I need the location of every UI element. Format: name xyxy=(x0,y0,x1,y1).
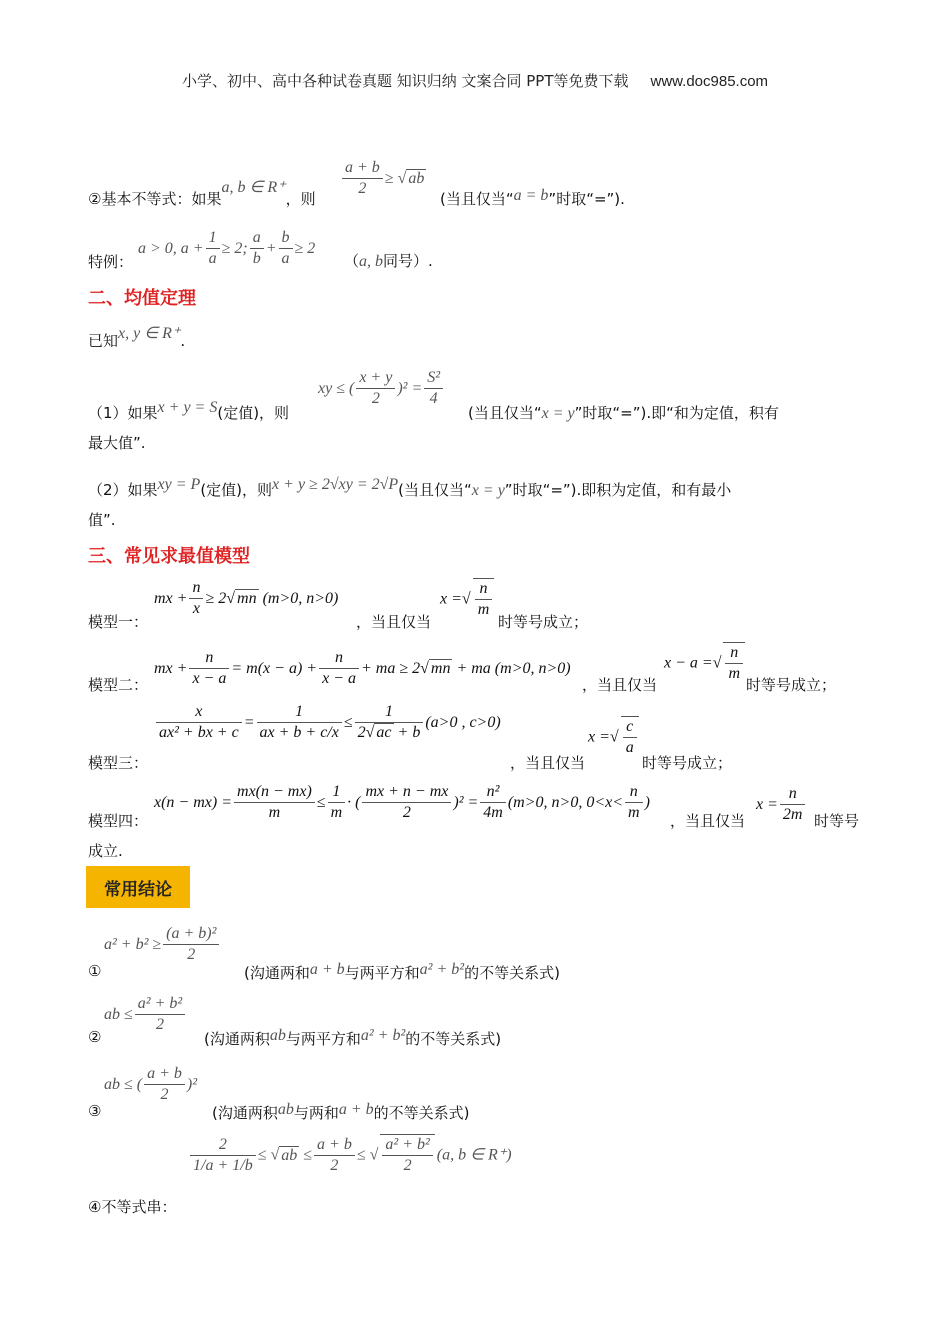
item2-formula: x + y ≥ 2√xy = 2√P xyxy=(272,476,399,493)
basic-cond: a, b ∈ R⁺ xyxy=(221,179,286,196)
c2-note-a: (沟通两积 xyxy=(204,1030,270,1048)
c3-note-a: (沟通两积 xyxy=(212,1104,278,1122)
basic-note-pre: (当且仅当“ xyxy=(440,190,514,208)
c2-num: ② xyxy=(88,1028,102,1046)
item2-line xyxy=(88,476,732,500)
c1-v1: a + b xyxy=(309,961,345,978)
basic-note-eq: a = b xyxy=(513,187,549,204)
basic-note xyxy=(440,188,625,209)
known-cond: x, y ∈ R⁺ xyxy=(118,325,181,342)
c3-line xyxy=(88,1102,101,1120)
item2-eq: x = y xyxy=(471,482,505,499)
model2-formula: mx + $\frac{n}{x - a}$ = m(x − a) + $\frac{n}{x - a}$ + ma ≥ 2√ mn + ma (m>0, n>0) xyxy=(154,649,571,687)
known-pre: 已知 xyxy=(88,332,119,350)
c3-num: ③ xyxy=(88,1102,102,1120)
c3-v2: a + b xyxy=(338,1101,374,1118)
item1-pre: （1）如果 xyxy=(88,404,158,422)
c1-note xyxy=(244,962,560,983)
model2-label: 模型二： xyxy=(88,676,149,694)
model2-end: 时等号成立； xyxy=(746,676,837,694)
c1-v2: a² + b² xyxy=(419,961,465,978)
item2-cont: 值”. xyxy=(88,511,116,529)
model2-tail: ，当且仅当 xyxy=(582,676,658,694)
model3-tail: ，当且仅当 xyxy=(510,754,586,772)
c1-line xyxy=(88,962,101,980)
item1-cont: 最大值”. xyxy=(88,434,146,452)
item1-cond: x + y = S xyxy=(157,399,218,416)
section-title-mean-theorem: 二、均值定理 xyxy=(88,288,196,309)
model1-tail: ，当且仅当 xyxy=(356,613,432,631)
c3-note-c: 的不等关系式) xyxy=(373,1104,470,1122)
basic-note-post: ”时取“=”). xyxy=(548,190,625,208)
c3-formula: ab ≤ ( $\frac{a + b}{2}$ )² xyxy=(104,1065,198,1103)
model1-end: 时等号成立； xyxy=(498,613,589,631)
model4-end: 时等号 xyxy=(814,812,860,830)
known-post: . xyxy=(180,332,186,350)
c2-formula: ab ≤ $\frac{\text{a² + b²}}{2}$ xyxy=(104,994,187,1035)
item1-note-a: (当且仅当“ xyxy=(468,404,542,422)
special-label: 特例： xyxy=(88,253,134,271)
item2-note-a: (当且仅当“ xyxy=(398,481,472,499)
item1-mid: (定值)，则 xyxy=(217,404,290,422)
model1-label: 模型一： xyxy=(88,613,149,631)
special-note-var: a, b xyxy=(359,253,384,270)
c3-v1: ab xyxy=(277,1101,294,1118)
section-title-models: 三、常见求最值模型 xyxy=(88,546,250,567)
known-line xyxy=(88,325,186,351)
c1-note-c: 的不等关系式) xyxy=(464,964,560,982)
item1-note xyxy=(468,402,779,423)
c2-v1: ab xyxy=(269,1027,286,1044)
model2-cond: x − a =√ $\frac{n}{m}$ xyxy=(664,642,747,684)
item1-formula: xy ≤ ( $\frac{x + y}{2}$ )² = $\frac{\text{S²}}{4}$ xyxy=(318,368,445,409)
c3-note-b: 与两和 xyxy=(293,1104,339,1122)
item2-note-b: ”时取“=”).即积为定值，和有最小 xyxy=(504,481,732,499)
c1-formula: a² + b² ≥ $\frac{\text{(a + b)²}}{2}$ xyxy=(104,924,221,965)
item1-line xyxy=(88,399,290,423)
c4-formula: $\frac{2}{1/a + 1/b}$ ≤ √ ab ≤ $\frac{a + b}{2}$ ≤ √ $\frac{\text{a² + b²}}{2}$ (a, b ∈ R⁺) xyxy=(188,1134,512,1176)
basic-inequality-line xyxy=(88,179,316,209)
model3-formula: $\frac{x}{\text{ax² + bx + c}}$ = $\frac{1}{ax + b + c/x}$ ≤ $\frac{1}{2√ ac + b}$ (a>0 , c>0) xyxy=(154,702,501,743)
c2-note xyxy=(204,1028,501,1049)
model3-label: 模型三： xyxy=(88,754,149,772)
item2-cond: xy = P xyxy=(157,476,201,493)
item1-eq: x = y xyxy=(541,405,575,422)
item2-mid: (定值)，则 xyxy=(200,481,273,499)
c2-note-b: 与两平方和 xyxy=(285,1030,361,1048)
model1-cond: x =√ $\frac{n}{m}$ xyxy=(440,578,496,620)
model3-cond: x =√ $\frac{c}{a}$ xyxy=(588,716,641,758)
c3-note xyxy=(212,1102,470,1123)
c1-note-b: 与两平方和 xyxy=(344,964,420,982)
model4-cont: 成立. xyxy=(88,842,123,860)
model4-label: 模型四： xyxy=(88,812,149,830)
item2-pre: （2）如果 xyxy=(88,481,158,499)
model4-formula: x(n − mx) = $\frac{mx(n - mx)}{m}$ ≤ $\frac{1}{m}$ · ( $\frac{mx + n - mx}{2}$ )² = $\frac{\text{n²}}{4m}$ (m>0, n>0, 0<x< $\frac{n}{m}$ ) xyxy=(154,783,650,821)
page-header xyxy=(0,70,950,91)
special-note-post: 同号）. xyxy=(383,252,433,270)
special-note-pre: （ xyxy=(344,252,360,270)
model4-tail: ，当且仅当 xyxy=(670,812,746,830)
item1-note-b: ”时取“=”).即“和为定值，积有 xyxy=(574,404,779,422)
c1-num: ① xyxy=(88,962,102,980)
special-formula: a > 0, a + $\frac{1}{a}$ ≥ 2; $\frac{a}{b}$ + $\frac{b}{a}$ ≥ 2 xyxy=(138,229,316,267)
conclusions-badge: 常用结论 xyxy=(86,866,190,908)
model4-cond: x = $\frac{n}{2m}$ xyxy=(756,784,807,825)
c2-note-c: 的不等关系式) xyxy=(405,1030,502,1048)
basic-formula: $\frac{a + b}{2}$ ≥ √ ab xyxy=(340,158,426,199)
c2-v2: a² + b² xyxy=(360,1027,406,1044)
basic-prefix: ②基本不等式：如果 xyxy=(88,190,222,208)
c4-label: ④不等式串： xyxy=(88,1198,177,1216)
header-site: www.doc985.com xyxy=(650,73,769,90)
basic-then: ，则 xyxy=(285,190,316,208)
c2-line xyxy=(88,1028,101,1046)
special-note xyxy=(344,250,433,271)
model3-end: 时等号成立； xyxy=(642,754,733,772)
c1-note-a: (沟通两和 xyxy=(244,964,310,982)
model1-formula: mx + $\frac{n}{x}$ ≥ 2√ mn (m>0, n>0) xyxy=(154,579,339,617)
header-text: 小学、初中、高中各种试卷真题 知识归纳 文案合同 PPT等免费下载 xyxy=(181,72,629,90)
